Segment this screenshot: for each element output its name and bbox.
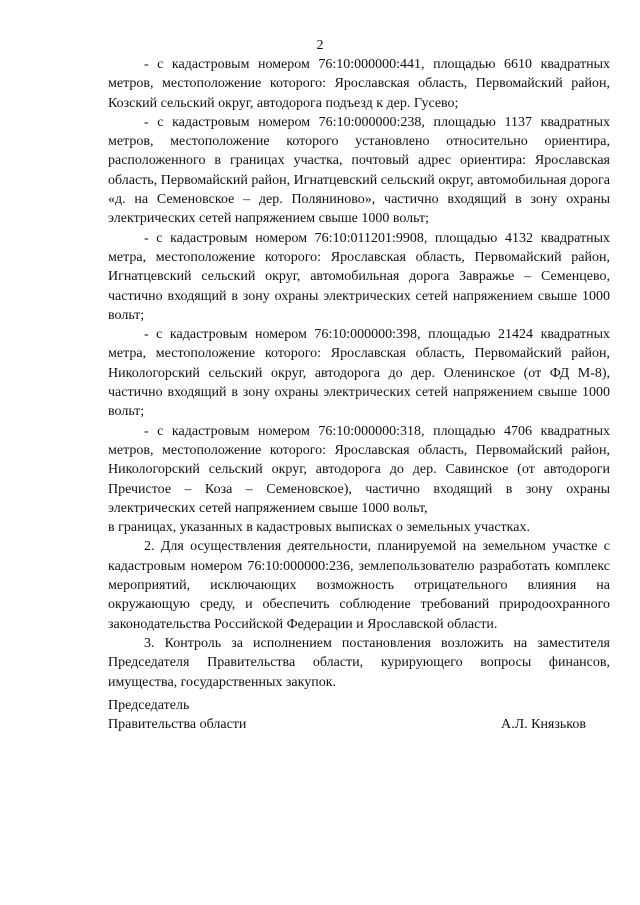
page-number: 2	[316, 38, 324, 53]
signatory-name: А.Л. Князьков	[501, 717, 586, 733]
paragraph-parcel-318: - с кадастровым номером 76:10:000000:318, площадью 4706 квадратных метров, местоположение которого: Ярославская область, Первомайский район, Никологорский сельский округ, автодорога до дер. Савинское (от автодороги Пречистое – Коза – Семеновское), частично входящий в зону охраны электрических сетей напряжением свыше 1000 вольт,	[108, 423, 610, 516]
paragraph-item-3: 3. Контроль за исполнением постановления возложить на заместителя Председателя Правительства области, курирующего вопросы финансов, имущества, государственных закупок.	[108, 635, 610, 690]
signatory-title-line2: Правительства области	[108, 717, 247, 733]
paragraph-parcel-238: - с кадастровым номером 76:10:000000:238, площадью 1137 квадратных метров, местоположение которого установлено относительно ориентира, расположенного в границах участка, почтовый адрес ориентира: Ярославская область, Первомайский район, Игнатцевский сельский округ, автомобильная дорога «д. на Семеновское – дер. Полянинoво», частично входящий в зону охраны электрических сетей напряжением свыше 1000 вольт;	[108, 114, 610, 227]
document-body	[108, 55, 610, 692]
paragraph-parcel-441: - с кадастровым номером 76:10:000000:441, площадью 6610 квадратных метров, местоположение которого: Ярославская область, Первомайский район, Козский сельский округ, автодорога подъезд к дер. Гусево;	[108, 57, 610, 111]
paragraph-boundaries: в границах, указанных в кадастровых выписках о земельных участках.	[108, 520, 530, 536]
signatory-title-line1: Председатель	[108, 698, 190, 713]
signature-row	[108, 715, 586, 734]
signature-block	[108, 696, 586, 735]
paragraph-parcel-9908: - с кадастровым номером 76:10:011201:9908, площадью 4132 квадратных метра, местоположение которого: Ярославская область, Первомайский район, Игнатцевский сельский округ, автомобильная дорога Заврaжье – Семенцево, частично входящий в зону охраны электрических сетей напряжением свыше 1000 вольт;	[108, 230, 610, 323]
paragraph-parcel-398: - с кадастровым номером 76:10:000000:398, площадью 21424 квадратных метра, местоположение которого: Ярославская область, Первомайский район, Никологорский сельский округ, автодорога до дер. Оленинское (от ФД М-8), частично входящий в зону охраны электрических сетей напряжением свыше 1000 вольт;	[108, 327, 610, 420]
paragraph-item-2: 2. Для осуществления деятельности, планируемой на земельном участке с кадастровым номером 76:10:000000:236, землепользователю разработать комплекс мероприятий, исключающих возможность отрицательного влияния на окружающую среду, и обеспечить соблюдение требований природоохранного законодательства Российской Федерации и Ярославской области.	[108, 539, 610, 632]
